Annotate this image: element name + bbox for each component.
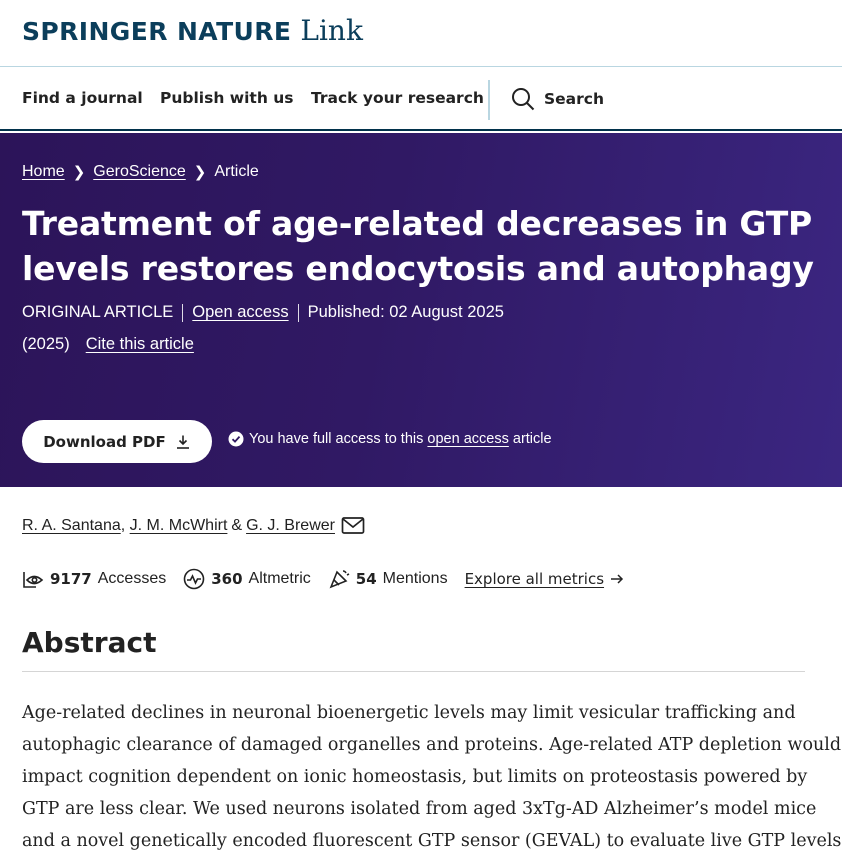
mentions-label: Mentions [382, 570, 448, 587]
altmetric-label: Altmetric [248, 570, 311, 587]
envelope-icon[interactable] [341, 516, 365, 536]
altmetric-value: 360 [211, 570, 243, 588]
logo-bar [0, 0, 842, 67]
meta-separator [298, 304, 299, 322]
download-pdf-label: Download PDF [43, 432, 166, 451]
author-separator: & [231, 517, 243, 534]
download-pdf-button[interactable] [22, 420, 212, 463]
accesses-value: 9177 [50, 570, 92, 588]
metric-mentions [328, 568, 448, 590]
altmetric-icon [183, 568, 205, 590]
nav-track-research[interactable]: Track your research [311, 89, 484, 107]
abstract-line: autophagic clearance of damaged organelles and proteins. Age-related ATP depletion would [22, 735, 842, 755]
abstract-line: GTP are less clear. We used neurons isolated from aged 3xTg-AD Alzheimer’s model mice [22, 799, 817, 819]
author-list [22, 516, 365, 536]
accesses-label: Accesses [97, 570, 167, 587]
nav-publish-with-us[interactable]: Publish with us [160, 89, 294, 107]
metric-altmetric [183, 568, 311, 590]
main-nav [0, 67, 842, 131]
springer-nature-link-logo[interactable] [22, 14, 363, 47]
article-metrics [22, 568, 625, 590]
open-access-inline-link[interactable]: open access [427, 431, 509, 447]
metric-accesses [22, 568, 166, 590]
abstract-divider [22, 671, 805, 672]
breadcrumb-journal[interactable]: GeroScience [93, 163, 186, 180]
access-prefix: You have full access to this [249, 431, 424, 447]
abstract-line: and a novel genetically encoded fluorescent GTP sensor (GEVAL) to evaluate live GTP levels [22, 831, 842, 851]
logo-product: Link [300, 14, 363, 47]
title-line: Treatment of age-related decreases in GTP [22, 204, 813, 243]
published-date: Published: 02 August 2025 [307, 303, 504, 321]
download-icon [175, 434, 191, 450]
breadcrumb [22, 163, 259, 181]
cite-this-article-link[interactable]: Cite this article [85, 335, 194, 353]
abstract-line: impact cognition dependent on ionic homeostasis, but limits on proteostasis powered by [22, 767, 808, 787]
abstract-line: Age-related declines in neuronal bioenergetic levels may limit vesicular trafficking and [22, 703, 796, 723]
access-note [228, 431, 552, 447]
abstract-heading: Abstract [22, 626, 157, 659]
author-separator: , [120, 517, 126, 534]
breadcrumb-home[interactable]: Home [22, 163, 65, 180]
megaphone-icon [328, 568, 350, 590]
explore-metrics-label: Explore all metrics [464, 570, 605, 588]
search-button[interactable] [511, 87, 604, 111]
access-suffix: article [512, 431, 552, 447]
article-type: ORIGINAL ARTICLE [22, 303, 174, 321]
abstract-text [22, 697, 842, 856]
article-citation [22, 335, 194, 354]
author-link[interactable]: R. A. Santana [22, 517, 121, 534]
search-icon [511, 87, 535, 111]
nav-find-journal[interactable]: Find a journal [22, 89, 143, 107]
check-circle-icon [228, 431, 244, 447]
meta-separator [182, 304, 183, 322]
search-label: Search [544, 90, 605, 108]
article-meta [22, 303, 504, 322]
title-line: levels restores endocytosis and autophagy [22, 249, 814, 288]
mentions-value: 54 [355, 570, 377, 588]
open-access-link[interactable]: Open access [192, 303, 289, 321]
author-link[interactable]: G. J. Brewer [246, 517, 335, 534]
nav-divider [488, 80, 490, 120]
article-hero [0, 133, 842, 487]
explore-metrics-link[interactable] [465, 570, 625, 588]
article-year: (2025) [22, 335, 70, 353]
logo-brand: SPRINGER NATURE [22, 17, 292, 46]
article-title [22, 201, 822, 291]
breadcrumb-current: Article [214, 163, 259, 180]
chevron-right-icon: ❯ [193, 164, 207, 181]
author-link[interactable]: J. M. McWhirt [129, 517, 228, 534]
eye-icon [22, 568, 44, 590]
chevron-right-icon: ❯ [72, 164, 86, 181]
arrow-right-icon [609, 571, 625, 587]
